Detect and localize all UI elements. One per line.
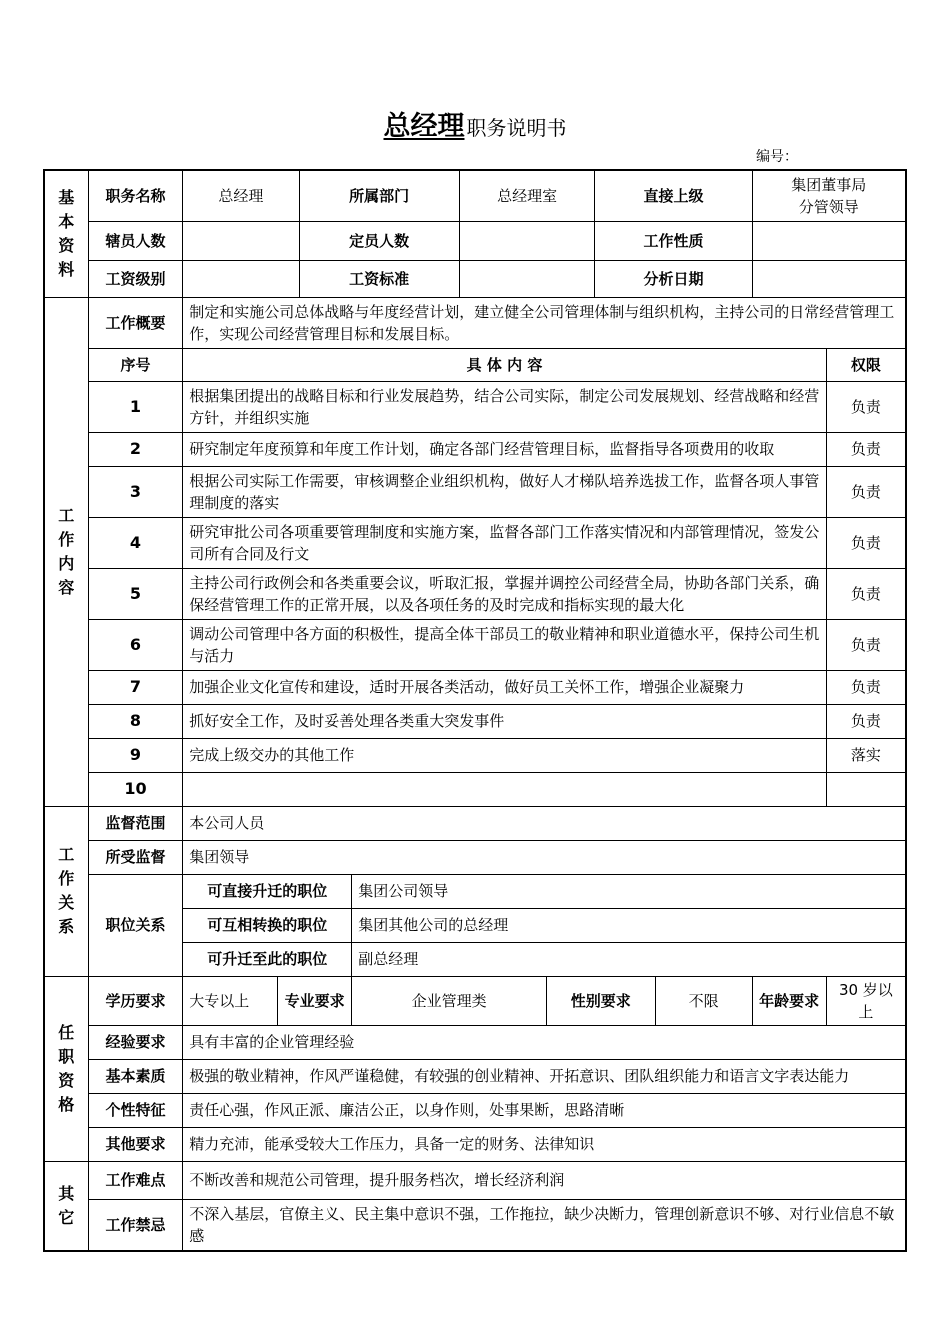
supervise-row — [44, 806, 906, 840]
basic-row-1 — [44, 170, 906, 221]
item-content: 抓好安全工作，及时妥善处理各类重大突发事件 — [183, 704, 826, 738]
dept-label: 所属部门 — [299, 170, 459, 221]
subordinates-label: 辖员人数 — [88, 221, 183, 260]
superior-label: 直接上级 — [595, 170, 752, 221]
supervise-label: 监督范围 — [88, 806, 183, 840]
job-name-value: 总经理 — [183, 170, 299, 221]
summary-label: 工作概要 — [88, 297, 183, 348]
item-auth: 负责 — [826, 466, 906, 517]
quality-label: 基本素质 — [88, 1059, 183, 1093]
work-item-row — [44, 704, 906, 738]
work-item-row — [44, 568, 906, 619]
item-seq: 6 — [88, 619, 183, 670]
work-item-row — [44, 772, 906, 806]
from-value: 副总经理 — [352, 942, 906, 976]
grade-value — [183, 260, 299, 297]
nature-label: 工作性质 — [595, 221, 752, 260]
dept-value: 总经理室 — [459, 170, 595, 221]
trait-label: 个性特征 — [88, 1093, 183, 1127]
difficulty-label: 工作难点 — [88, 1161, 183, 1199]
item-seq: 5 — [88, 568, 183, 619]
quality-row — [44, 1059, 906, 1093]
item-seq: 2 — [88, 432, 183, 466]
other-label: 其他要求 — [88, 1127, 183, 1161]
item-seq: 1 — [88, 381, 183, 432]
job-description-table — [43, 169, 907, 1252]
col-auth: 权限 — [826, 348, 906, 381]
item-seq: 10 — [88, 772, 183, 806]
col-seq: 序号 — [88, 348, 183, 381]
gender-value: 不限 — [655, 976, 752, 1025]
salary-label: 工资标准 — [299, 260, 459, 297]
work-summary-row — [44, 297, 906, 348]
exp-row — [44, 1025, 906, 1059]
item-seq: 8 — [88, 704, 183, 738]
age-value: 30 岁以上 — [826, 976, 906, 1025]
item-auth: 负责 — [826, 432, 906, 466]
major-value: 企业管理类 — [352, 976, 547, 1025]
from-label: 可升迁至此的职位 — [183, 942, 352, 976]
serial-label: 编号： — [756, 149, 798, 165]
rotate-value: 集团其他公司的总经理 — [352, 908, 906, 942]
basic-row-3 — [44, 260, 906, 297]
section-qualification: 任 职 资 格 — [44, 976, 88, 1161]
item-auth: 负责 — [826, 619, 906, 670]
date-label: 分析日期 — [595, 260, 752, 297]
item-auth: 负责 — [826, 704, 906, 738]
title-sub: 职务说明书 — [466, 116, 567, 140]
item-content: 研究审批公司各项重要管理制度和实施方案，监督各部门工作落实情况和内部管理情况，签发公司所有合同及行文 — [183, 517, 826, 568]
rotate-label: 可互相转换的职位 — [183, 908, 352, 942]
title-main: 总经理 — [383, 111, 465, 142]
grade-label: 工资级别 — [88, 260, 183, 297]
exp-label: 经验要求 — [88, 1025, 183, 1059]
other-value: 精力充沛，能承受较大工作压力，具备一定的财务、法律知识 — [183, 1127, 906, 1161]
item-content: 完成上级交办的其他工作 — [183, 738, 826, 772]
summary-value: 制定和实施公司总体战略与年度经营计划，建立健全公司管理体制与组织机构，主持公司的日常经营管理工作，实现公司经营管理目标和发展目标。 — [183, 297, 906, 348]
item-content: 调动公司管理中各方面的积极性，提高全体干部员工的敬业精神和职业道德水平，保持公司生机与活力 — [183, 619, 826, 670]
age-label: 年龄要求 — [752, 976, 826, 1025]
work-item-row — [44, 670, 906, 704]
trait-row — [44, 1093, 906, 1127]
date-value — [752, 260, 906, 297]
promote-label: 可直接升迁的职位 — [183, 874, 352, 908]
section-misc: 其 它 — [44, 1161, 88, 1251]
section-work: 工 作 内 容 — [44, 297, 88, 806]
work-item-row — [44, 619, 906, 670]
edu-label: 学历要求 — [88, 976, 183, 1025]
item-auth: 负责 — [826, 517, 906, 568]
major-label: 专业要求 — [277, 976, 351, 1025]
salary-value — [459, 260, 595, 297]
item-seq: 4 — [88, 517, 183, 568]
item-content — [183, 772, 826, 806]
superior-value: 集团董事局 分管领导 — [752, 170, 906, 221]
position-label: 职位关系 — [88, 874, 183, 976]
promote-row — [44, 874, 906, 908]
work-item-row — [44, 466, 906, 517]
difficulty-value: 不断改善和规范公司管理，提升服务档次，增长经济利润 — [183, 1161, 906, 1199]
document-title — [0, 104, 950, 143]
supervise-value: 本公司人员 — [183, 806, 906, 840]
taboo-row — [44, 1199, 906, 1251]
item-content: 研究制定年度预算和年度工作计划，确定各部门经营管理目标，监督指导各项费用的收取 — [183, 432, 826, 466]
taboo-label: 工作禁忌 — [88, 1199, 183, 1251]
work-item-row — [44, 517, 906, 568]
supervised-label: 所受监督 — [88, 840, 183, 874]
supervised-value: 集团领导 — [183, 840, 906, 874]
item-content: 根据公司实际工作需要，审核调整企业组织机构，做好人才梯队培养选拔工作，监督各项人事管理制度的落实 — [183, 466, 826, 517]
difficulty-row — [44, 1161, 906, 1199]
gender-label: 性别要求 — [546, 976, 655, 1025]
section-relation: 工 作 关 系 — [44, 806, 88, 976]
headcount-value — [459, 221, 595, 260]
item-content: 根据集团提出的战略目标和行业发展趋势，结合公司实际，制定公司发展规划、经营战略和经营方针，并组织实施 — [183, 381, 826, 432]
item-content: 加强企业文化宣传和建设，适时开展各类活动，做好员工关怀工作，增强企业凝聚力 — [183, 670, 826, 704]
item-auth: 负责 — [826, 568, 906, 619]
promote-value: 集团公司领导 — [352, 874, 906, 908]
basic-row-2 — [44, 221, 906, 260]
trait-value: 责任心强，作风正派、廉洁公正，以身作则，处事果断，思路清晰 — [183, 1093, 906, 1127]
work-header-row — [44, 348, 906, 381]
col-content: 具 体 内 容 — [183, 348, 826, 381]
item-seq: 3 — [88, 466, 183, 517]
nature-value — [752, 221, 906, 260]
edu-row — [44, 976, 906, 1025]
item-seq: 9 — [88, 738, 183, 772]
work-item-row — [44, 381, 906, 432]
work-item-row — [44, 432, 906, 466]
headcount-label: 定员人数 — [299, 221, 459, 260]
supervised-row — [44, 840, 906, 874]
job-name-label: 职务名称 — [88, 170, 183, 221]
work-item-row — [44, 738, 906, 772]
subordinates-value — [183, 221, 299, 260]
item-auth — [826, 772, 906, 806]
item-auth: 负责 — [826, 381, 906, 432]
item-auth: 落实 — [826, 738, 906, 772]
other-row — [44, 1127, 906, 1161]
section-basic: 基 本 资 料 — [44, 170, 88, 297]
item-seq: 7 — [88, 670, 183, 704]
quality-value: 极强的敬业精神，作风严谨稳健，有较强的创业精神、开拓意识、团队组织能力和语言文字表达能力 — [183, 1059, 906, 1093]
edu-value: 大专以上 — [183, 976, 278, 1025]
exp-value: 具有丰富的企业管理经验 — [183, 1025, 906, 1059]
taboo-value: 不深入基层，官僚主义、民主集中意识不强，工作拖拉，缺少决断力，管理创新意识不够、对行业信息不敏感 — [183, 1199, 906, 1251]
item-auth: 负责 — [826, 670, 906, 704]
item-content: 主持公司行政例会和各类重要会议，听取汇报，掌握并调控公司经营全局，协助各部门关系，确保经营管理工作的正常开展，以及各项任务的及时完成和指标实现的最大化 — [183, 568, 826, 619]
